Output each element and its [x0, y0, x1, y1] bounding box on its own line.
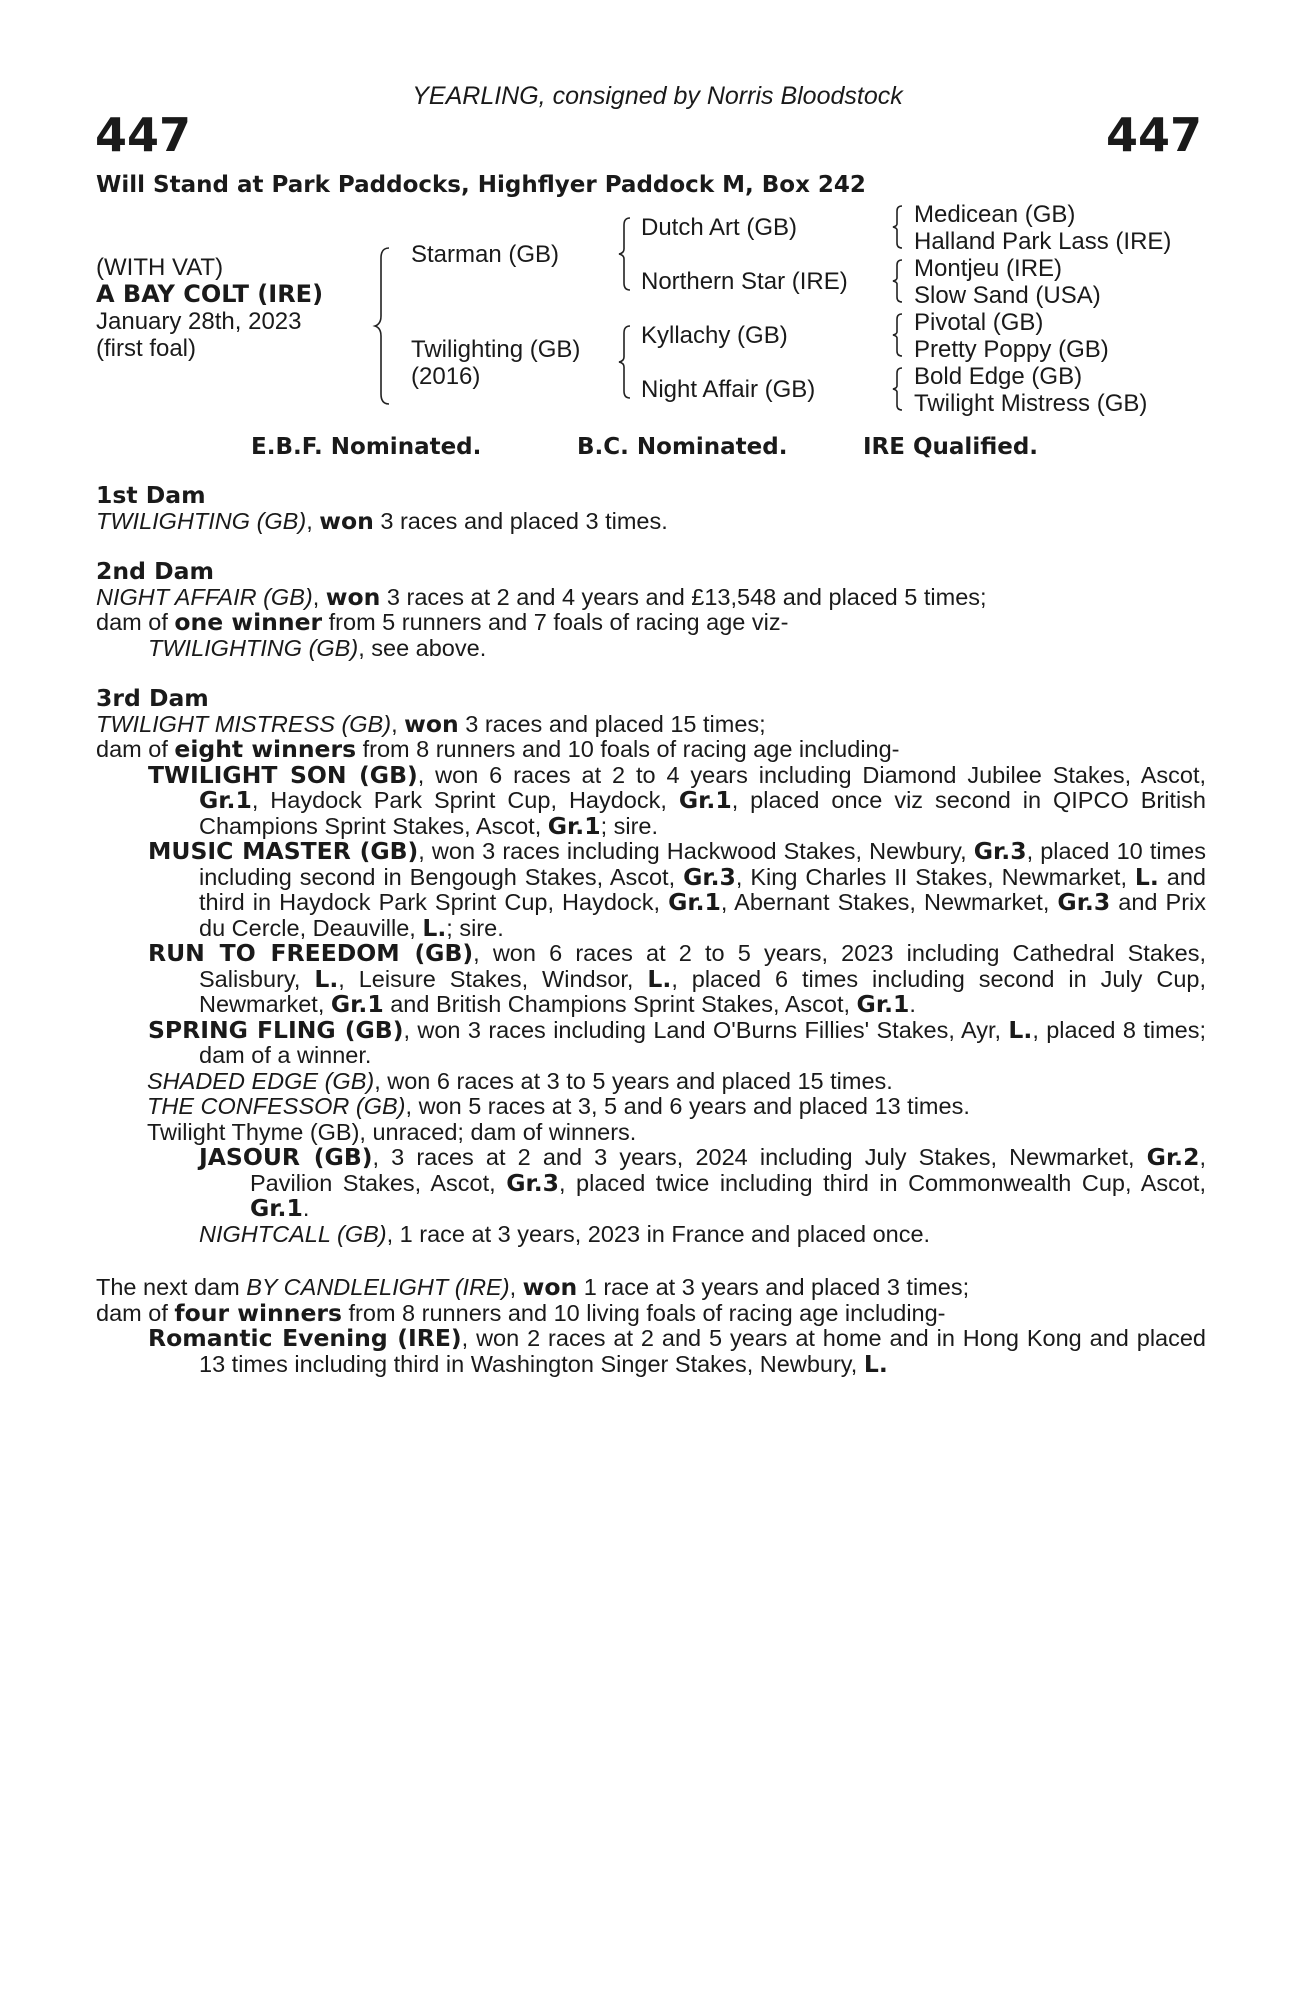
- jasour-name: JASOUR (GB): [199, 1143, 373, 1171]
- sire-dam: Northern Star (IRE): [641, 268, 848, 295]
- progeny-twilighting: TWILIGHTING (GB): [148, 634, 359, 661]
- progeny-shaded-edge: SHADED EDGE (GB), won 6 races at 3 to 5 years and placed 15 times.: [147, 1067, 893, 1094]
- second-dam-produce-rest: from 5 runners and 7 foals of racing age viz-: [322, 609, 789, 635]
- third-dam-name: TWILIGHT MISTRESS (GB): [96, 710, 392, 737]
- ancestor-twilight-mistress: Twilight Mistress (GB): [914, 390, 1148, 417]
- first-dam-record: TWILIGHTING (GB), won 3 races and placed 3 times.: [96, 506, 668, 535]
- second-dam-record: NIGHT AFFAIR (GB), won 3 races at 2 and 4 years and £13,548 and placed 5 times;: [96, 582, 987, 611]
- sale-line: YEARLING, consigned by Norris Bloodstock: [412, 82, 903, 110]
- progeny-spring-fling: SPRING FLING (GB), won 3 races including Land O'Burns Fillies' Stakes, Ayr, L., placed 8 times; dam of a winner.: [148, 1015, 1207, 1068]
- grandprogeny-nightcall: NIGHTCALL (GB), 1 race at 3 years, 2023 in France and placed once.: [199, 1220, 931, 1247]
- third-dam-heading: 3rd Dam: [96, 684, 209, 712]
- second-dam-rest: 3 races at 2 and 4 years and £13,548 and placed 5 times;: [380, 583, 987, 610]
- dam-dam: Night Affair (GB): [641, 376, 816, 403]
- twilight-son-name: TWILIGHT SON (GB): [148, 760, 418, 789]
- vat-note: (WITH VAT): [96, 254, 224, 281]
- second-dam-produce: [96, 610, 1206, 636]
- third-dam-rest: 3 races and placed 15 times;: [458, 710, 766, 737]
- first-dam-rest: 3 races and placed 3 times.: [373, 507, 668, 534]
- progeny-twilighting-rest: , see above.: [358, 634, 487, 661]
- brace-g3: [891, 312, 905, 358]
- progeny-run-to-freedom: RUN TO FREEDOM (GB), won 6 races at 2 to 5 years, 2023 including Cathedral Stakes, Salisbury, L., Leisure Stakes, Windsor, L., placed 6 times including second in July Cup, Newmarket, Gr.1 and British Champions Sprint Stakes, Ascot, Gr.1.: [148, 939, 1206, 1018]
- ire-qualified: IRE Qualified.: [863, 434, 1039, 460]
- sire-sire: Dutch Art (GB): [641, 214, 798, 241]
- second-dam-name: NIGHT AFFAIR (GB): [96, 583, 313, 610]
- first-dam-name: TWILIGHTING (GB): [96, 507, 307, 534]
- next-dam-record: The next dam BY CANDLELIGHT (IRE), won 1 race at 3 years and placed 3 times;: [96, 1273, 970, 1301]
- second-dam-progeny: [148, 636, 1206, 662]
- brace-g1: [891, 204, 905, 250]
- run-to-freedom-name: RUN TO FREEDOM (GB): [148, 939, 474, 967]
- ancestor-pivotal: Pivotal (GB): [914, 309, 1044, 336]
- ancestor-halland-park-lass: Halland Park Lass (IRE): [914, 228, 1172, 255]
- second-dam-section: [96, 559, 1206, 661]
- third-dam-winners: eight winners: [174, 735, 357, 763]
- spring-fling-name: SPRING FLING (GB): [148, 1015, 404, 1044]
- third-dam-produce-rest: from 8 runners and 10 foals of racing age including-: [356, 736, 900, 762]
- music-master-name: MUSIC MASTER (GB): [148, 837, 419, 865]
- romantic-evening-name: Romantic Evening (IRE): [148, 1324, 462, 1352]
- third-dam-section: [96, 686, 1206, 1247]
- brace-parents: [372, 246, 392, 406]
- second-dam-dam-of: dam of: [96, 609, 175, 635]
- dam: Twilighting (GB): [411, 336, 581, 363]
- dam-year: (2016): [411, 363, 481, 390]
- first-dam-heading: 1st Dam: [96, 481, 206, 509]
- foaling-date: January 28th, 2023: [96, 308, 302, 335]
- progeny-romantic-evening: Romantic Evening (IRE), won 2 races at 2 and 5 years at home and in Hong Kong and placed 13 times including third in Washington Singer Stakes, Newbury, L.: [148, 1324, 1206, 1378]
- third-dam-produce: [96, 737, 1206, 763]
- horse-name: A BAY COLT (IRE): [96, 280, 324, 308]
- ancestor-slow-sand: Slow Sand (USA): [914, 282, 1101, 309]
- foal-note: (first foal): [96, 335, 197, 362]
- ebf-nominated: E.B.F. Nominated.: [251, 434, 482, 460]
- brace-g4: [891, 366, 905, 412]
- third-dam-dam-of: dam of: [96, 736, 175, 762]
- second-dam-heading: 2nd Dam: [96, 557, 214, 585]
- dam-sire: Kyllachy (GB): [641, 322, 788, 349]
- ancestor-bold-edge: Bold Edge (GB): [914, 363, 1083, 390]
- progeny-the-confessor: THE CONFESSOR (GB), won 5 races at 3, 5 and 6 years and placed 13 times.: [147, 1093, 970, 1119]
- grandprogeny-jasour: JASOUR (GB), 3 races at 2 and 3 years, 2024 including July Stakes, Newmarket, Gr.2, Pavilion Stakes, Ascot, Gr.3, placed twice including third in Commonwealth Cup, Ascot, Gr.1.: [199, 1143, 1206, 1222]
- progeny-music-master: MUSIC MASTER (GB), won 3 races including Hackwood Stakes, Newbury, Gr.3, placed 10 times including second in Bengough Stakes, Ascot, Gr.3, King Charles II Stakes, Newmarket, L. and third in Haydock Park Sprint Cup, Haydock, Gr.1, Abernant Stakes, Newmarket, Gr.3 and Prix du Cercle, Deauville, L.; sire.: [148, 837, 1206, 942]
- brace-sire: [617, 216, 633, 292]
- first-dam-section: [96, 483, 1206, 534]
- bc-nominated: B.C. Nominated.: [577, 434, 788, 460]
- progeny-twilight-son: TWILIGHT SON (GB), won 6 races at 2 to 4 years including Diamond Jubilee Stakes, Ascot, Gr.1, Haydock Park Sprint Cup, Haydock, Gr.1, placed once viz second in QIPCO British Champions Sprint Stakes, Ascot, Gr.1; sire.: [148, 760, 1206, 840]
- next-dam-name: BY CANDLELIGHT (IRE): [246, 1274, 510, 1300]
- lot-number-right: 447: [1105, 108, 1202, 162]
- second-dam-winners: one winner: [174, 608, 323, 636]
- ancestor-montjeu: Montjeu (IRE): [914, 255, 1063, 282]
- second-dam-won: won: [325, 582, 381, 611]
- progeny-twilight-thyme: Twilight Thyme (GB), unraced; dam of winners.: [147, 1118, 637, 1145]
- brace-g2: [891, 258, 905, 304]
- ancestor-pretty-poppy: Pretty Poppy (GB): [914, 336, 1109, 363]
- sire: Starman (GB): [411, 241, 560, 268]
- third-dam-record: TWILIGHT MISTRESS (GB), won 3 races and placed 15 times;: [96, 709, 766, 738]
- first-dam-won: won: [319, 506, 374, 535]
- next-dam-produce: dam of four winners from 8 runners and 10 living foals of racing age including-: [96, 1298, 946, 1327]
- next-dam-section: [96, 1275, 1206, 1377]
- stand-location: Will Stand at Park Paddocks, Highflyer Paddock M, Box 242: [96, 172, 866, 198]
- brace-dam: [617, 324, 633, 400]
- ancestor-medicean: Medicean (GB): [914, 201, 1076, 228]
- third-dam-won: won: [404, 709, 459, 738]
- lot-number-left: 447: [95, 108, 192, 162]
